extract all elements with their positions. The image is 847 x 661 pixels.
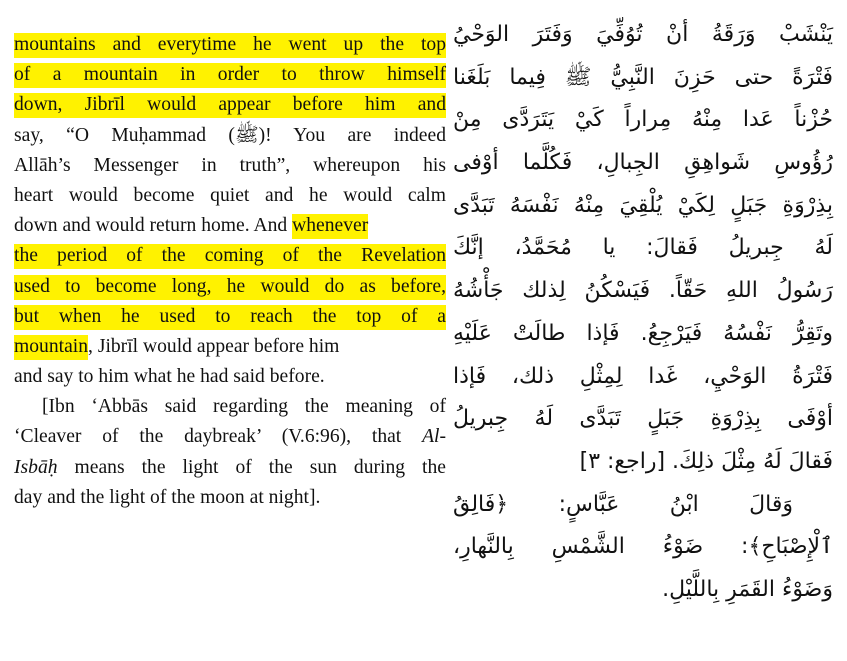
english-line-1 — [14, 30, 446, 60]
english-line-7 — [14, 211, 446, 241]
text: and say to him what he had said before. — [14, 366, 325, 388]
arabic-line-3: حُزْناً عَدا مِنْهُ مِراراً كَيْ يَتَرَدَّى مِنْ — [453, 107, 833, 133]
text: day and the light of the moon at night]. — [14, 486, 321, 508]
english-line-5 — [14, 151, 446, 181]
arabic-line-2: فَتْرَةً حتى حَزِنَ النَّبِيُّ ﷺ فِيما بَلَغَنا — [453, 64, 833, 90]
arabic-line-6: لَهُ جِبريلُ فَقالَ: يا مُحَمَّدُ، إنَّكَ — [453, 235, 833, 261]
english-line-14 — [14, 422, 446, 452]
english-translation-column — [14, 30, 446, 513]
english-line-3 — [14, 90, 446, 120]
english-line-11 — [14, 332, 446, 362]
english-line-6 — [14, 181, 446, 211]
arabic-line-1: يَنْشَبْ وَرَقَةُ أنْ تُوُفِّيَ وَفَتَرَ الوَحْيُ — [453, 22, 833, 47]
italic-text: Al- — [422, 426, 446, 448]
text: ‘Cleaver of the daybreak’ (V.6:96), that — [14, 426, 423, 448]
arabic-text-column — [453, 14, 833, 612]
italic-text: Isbāḥ — [14, 456, 58, 478]
highlighted-text: but when he used to reach the top of a — [14, 305, 446, 330]
arabic-line-5: بِذِرْوَةِ جَبَلٍ لِكَيْ يُلْقِيَ مِنْهُ نَفْسَهُ تَبَدَّى — [453, 192, 833, 218]
english-line-9 — [14, 272, 446, 302]
text: means the light of the sun during the — [57, 456, 446, 478]
arabic-line-12: وَقالَ ابْنُ عَبَّاسٍ: ﴿فَالِقُ — [453, 491, 793, 517]
highlighted-text: of a mountain in order to throw himself — [14, 63, 446, 88]
highlighted-text: used to become long, he would do as before, — [14, 275, 446, 300]
english-line-4 — [14, 121, 446, 151]
text: down and would return home. And — [14, 215, 293, 237]
arabic-line-4: رُؤُوسِ شَواهِقِ الجِبالِ، فَكُلَّما أوْفى — [453, 150, 833, 176]
highlighted-text: the period of the coming of the Revelation — [14, 244, 446, 269]
arabic-line-14: وَضَوْءُ القَمَرِ بِاللَّيْلِ. — [662, 576, 833, 602]
highlighted-text: mountain — [14, 335, 88, 360]
arabic-line-9: فَتْرَةُ الوَحْيِ، غَدا لِمِثْلِ ذلك، فَإذا — [453, 363, 833, 389]
english-line-15 — [14, 453, 446, 483]
text: heart would become quiet and he would calm — [14, 184, 446, 206]
arabic-line-11: فَقالَ لَهُ مِثْلَ ذلِكَ. [راجع: ٣] — [579, 448, 833, 474]
highlighted-text: whenever — [292, 214, 368, 239]
highlighted-text: down, Jibrīl would appear before him and — [14, 93, 446, 118]
text: [Ibn ‘Abbās said regarding the meaning of — [42, 396, 446, 418]
highlighted-text: mountains and everytime he went up the top — [14, 33, 446, 58]
arabic-line-7: رَسُولُ اللهِ حَقّاً. فَيَسْكُنُ لِذلك جَأْشُهُ — [453, 278, 833, 304]
arabic-line-8: وتَقِرُّ نَفْسُهُ فَيَرْجِعُ. فَإذا طالَتْ عَلَيْهِ — [453, 320, 833, 346]
english-line-16 — [14, 483, 446, 513]
english-line-10 — [14, 302, 446, 332]
arabic-line-13: ٱلْإِصْبَاحِ﴾: ضَوْءُ الشَّمْسِ بِالنَّهارِ، — [453, 534, 833, 560]
english-line-2 — [14, 60, 446, 90]
text: , Jibrīl would appear before him — [88, 335, 340, 357]
text: Allāh’s Messenger in truth”, whereupon his — [14, 154, 446, 176]
english-line-12 — [14, 362, 446, 392]
arabic-line-10: أوْفَى بِذِرْوَةِ جَبَلٍ تَبَدَّى لَهُ جِبريلُ — [453, 406, 833, 432]
english-line-8 — [14, 241, 446, 271]
text: say, “O Muḥammad (ﷺ)! You are indeed — [14, 124, 446, 146]
english-line-13 — [14, 392, 446, 422]
